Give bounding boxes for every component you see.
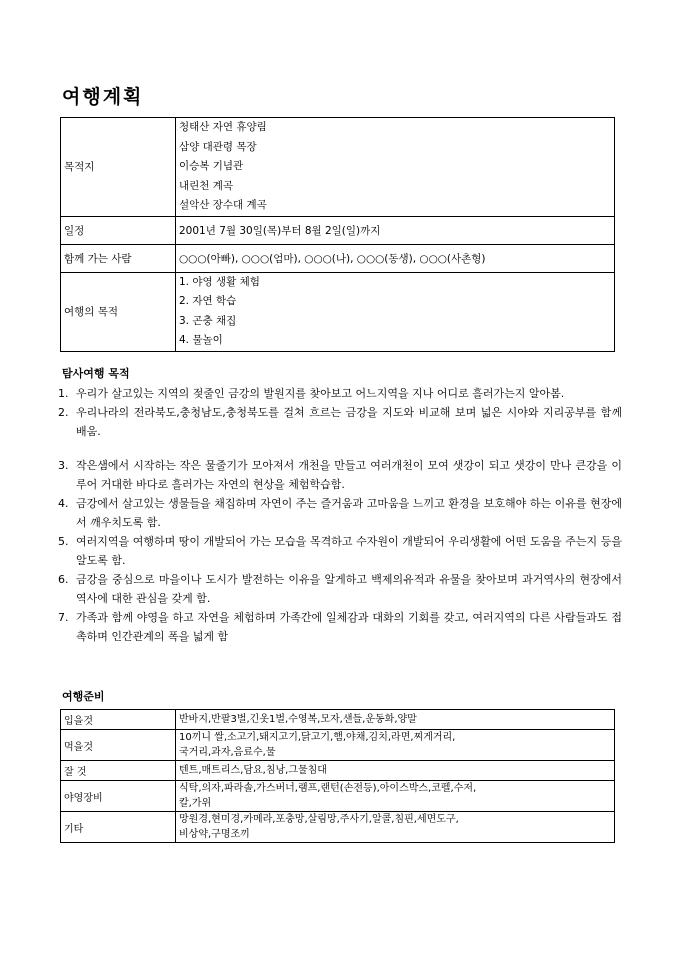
prep-line: 비상약,구명조끼	[179, 829, 250, 840]
list-item-number: 4.	[58, 497, 69, 510]
list-item-number: 5.	[58, 535, 69, 548]
purpose-item: 4. 물놀이	[179, 334, 223, 346]
list-item-text: 가족과 함께 야영을 하고 자연을 체험하며 가족간에 일체감과 대화의 기회를 갖고, 여러지역의 다른 사람들과도 접촉하며 인간관계의 폭을 넓게 함	[76, 611, 622, 643]
page-title: 여행계획	[62, 86, 144, 108]
destination-item: 설악산 장수대 계곡	[179, 199, 267, 211]
prep-value	[176, 730, 615, 761]
destination-value	[176, 118, 615, 217]
destination-item: 내린천 계곡	[179, 179, 234, 192]
prep-label: 잘 것	[61, 761, 176, 781]
list-item-number: 1.	[58, 387, 69, 400]
list-item	[58, 403, 622, 441]
plan-table	[60, 117, 615, 352]
prep-label: 입을것	[61, 710, 176, 730]
table-row	[61, 730, 615, 761]
list-item-text: 여러지역을 여행하며 땅이 개발되어 가는 모습을 목격하고 수자원이 개발되어 우리생활에 어떤 도움을 주는지 등을 알도록 함.	[76, 535, 622, 567]
prep-line: 망원경,현미경,카메라,포충망,살림망,주사기,알콜,침핀,세면도구,	[179, 814, 459, 825]
purpose-label: 여행의 목적	[61, 272, 176, 351]
companions-label: 함께 가는 사람	[61, 244, 176, 272]
schedule-label: 일정	[61, 216, 176, 244]
prep-line: 10끼니 쌀,소고기,돼지고기,닭고기,햄,야채,김치,라면,찌게거리,	[179, 732, 456, 743]
schedule-value: 2001년 7월 30일(목)부터 8월 2일(일)까지	[176, 216, 615, 244]
table-row	[61, 761, 615, 781]
companions-row	[61, 244, 615, 272]
prep-value	[176, 812, 615, 843]
prep-label: 야영장비	[61, 781, 176, 812]
destination-item: 청태산 자연 휴양림	[179, 121, 267, 133]
schedule-row	[61, 216, 615, 244]
table-row	[61, 781, 615, 812]
purpose-value	[176, 272, 615, 351]
list-item	[58, 570, 622, 608]
purpose-row	[61, 272, 615, 351]
prep-value	[176, 781, 615, 812]
prep-line: 텐트,매트리스,담요,침낭,그물침대	[179, 765, 327, 776]
list-item-number: 6.	[58, 573, 69, 586]
list-item	[58, 384, 622, 403]
list-item-number: 2.	[58, 406, 69, 419]
list-item-number: 7.	[58, 611, 69, 624]
destination-item: 이승복 기념관	[179, 160, 244, 172]
exploration-list	[58, 384, 622, 646]
preparation-table	[60, 709, 615, 843]
list-item	[58, 494, 622, 532]
destination-item: 삼양 대관령 목장	[179, 140, 257, 153]
list-item	[58, 456, 622, 494]
preparation-heading: 여행준비	[62, 690, 105, 703]
prep-line: 식탁,의자,파라솔,가스버너,램프,랜턴(손전등),아이스박스,코펠,수저,	[179, 783, 477, 794]
prep-line: 국거리,과자,음료수,물	[179, 747, 276, 758]
list-item	[58, 532, 622, 570]
destination-row	[61, 118, 615, 217]
prep-value	[176, 761, 615, 781]
list-item	[58, 608, 622, 646]
list-item-text: 금강에서 살고있는 생물들을 채집하며 자연이 주는 즐거움과 고마움을 느끼고 환경을 보호해야 하는 이유를 현장에서 깨우치도록 함.	[76, 497, 622, 529]
list-item-text: 작은샘에서 시작하는 작은 물줄기가 모아져서 개천을 만들고 여러개천이 모여 샛강이 되고 샛강이 만나 큰강을 이루어 거대한 바다로 흘러가는 자연의 현상을 체험학습함.	[76, 459, 622, 491]
list-item-number: 3.	[58, 459, 69, 472]
prep-label: 기타	[61, 812, 176, 843]
table-row	[61, 812, 615, 843]
table-row	[61, 710, 615, 730]
purpose-item: 1. 야영 생활 체험	[179, 275, 260, 288]
companions-value: ○○○(아빠), ○○○(엄마), ○○○(나), ○○○(동생), ○○○(사촌형)	[176, 244, 615, 272]
purpose-item: 2. 자연 학습	[179, 295, 237, 307]
prep-label: 먹을것	[61, 730, 176, 761]
purpose-item: 3. 곤충 채집	[179, 314, 237, 327]
list-item-text: 우리나라의 전라북도,충청남도,충청북도를 걸쳐 흐르는 금강을 지도와 비교해 보며 넓은 시야와 지리공부를 함께 배움.	[76, 406, 622, 438]
exploration-heading: 탐사여행 목적	[62, 367, 130, 380]
list-item-text: 금강을 중심으로 마을이나 도시가 발전하는 이유을 알게하고 백제의유적과 유물을 찾아보며 과거역사의 현장에서 역사에 대한 관심을 갖게 함.	[76, 573, 622, 605]
prep-line: 칼,가위	[179, 798, 212, 809]
destination-label: 목적지	[61, 118, 176, 217]
prep-line: 반바지,반팔3벌,긴옷1벌,수영복,모자,샌들,운동화,양말	[179, 714, 417, 725]
prep-value	[176, 710, 615, 730]
list-item-text: 우리가 살고있는 지역의 젖줄인 금강의 발원지를 찾아보고 어느지역을 지나 어디로 흘러가는지 알아봄.	[76, 387, 565, 400]
